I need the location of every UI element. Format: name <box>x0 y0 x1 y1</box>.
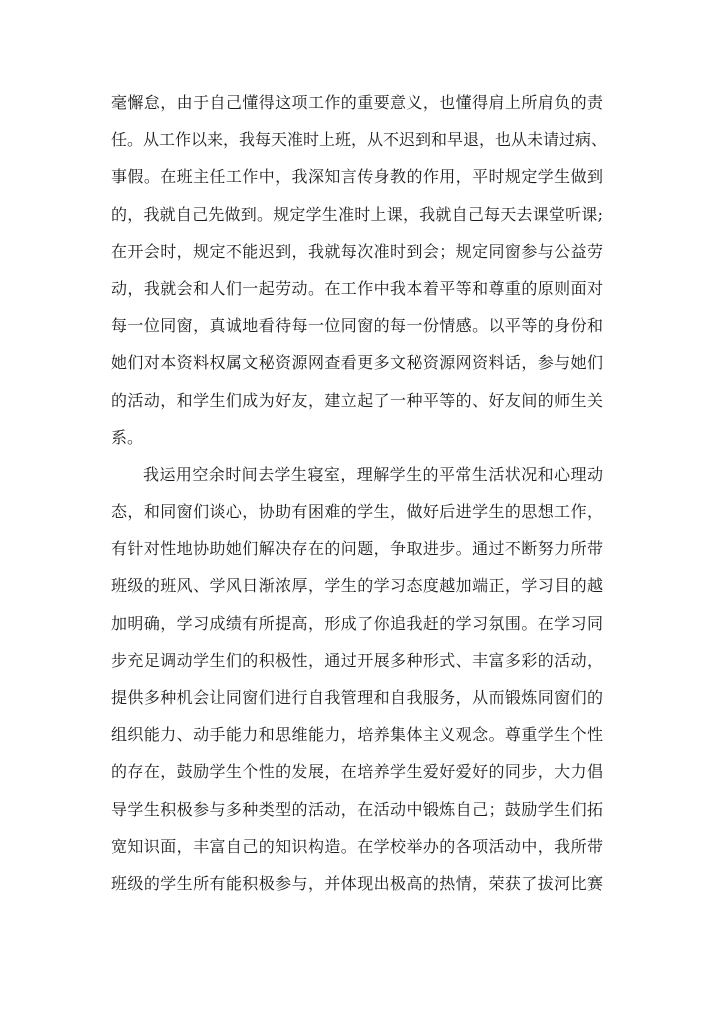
paragraph-2 <box>111 456 603 902</box>
text-line: 事假。在班主任工作中，我深知言传身教的作用，平时规定学生做到 <box>111 167 603 187</box>
text-line: 动，我就会和人们一起劳动。在工作中我本着平等和尊重的原则面对 <box>111 278 603 298</box>
text-line: 加明确，学习成绩有所提高，形成了你追我赶的学习氛围。在学习同 <box>111 613 603 633</box>
text-line: 态，和同窗们谈心，协助有困难的学生，做好后进学生的思想工作， <box>111 502 603 522</box>
text-line: 任。从工作以来，我每天准时上班，从不迟到和早退，也从未请过病、 <box>111 130 608 150</box>
text-line: 系。 <box>111 427 144 447</box>
text-line: 在开会时，规定不能迟到，我就每次准时到会；规定同窗参与公益劳 <box>111 241 603 261</box>
text-line: 的存在，鼓励学生个性的发展，在培养学生爱好爱好的同步，大力倡 <box>111 762 603 782</box>
text-line: 的，我就自己先做到。规定学生准时上课，我就自己每天去课堂听课; <box>111 204 603 224</box>
text-line: 组织能力、动手能力和思维能力，培养集体主义观念。尊重学生个性 <box>111 725 603 745</box>
text-line: 的活动，和学生们成为好友，建立起了一种平等的、好友间的师生关 <box>111 390 603 410</box>
text-line: 步充足调动学生们的积极性，通过开展多种形式、丰富多彩的活动， <box>111 650 603 670</box>
text-line: 班级的班风、学风日渐浓厚，学生的学习态度越加端正，学习目的越 <box>111 576 603 596</box>
document-body <box>111 84 608 902</box>
text-line: 毫懈怠，由于自己懂得这项工作的重要意义，也懂得肩上所肩负的责 <box>111 93 603 112</box>
text-line: 她们对本资料权属文秘资源网查看更多文秘资源网资料话，参与她们 <box>111 353 603 373</box>
paragraph-1 <box>111 84 608 456</box>
text-line: 导学生积极参与多种类型的活动，在活动中锻炼自己；鼓励学生们拓 <box>111 799 603 819</box>
text-line: 每一位同窗，真诚地看待每一位同窗的每一份情感。以平等的身份和 <box>111 316 603 336</box>
text-line: 我运用空余时间去学生寝室，理解学生的平常生活状况和心理动 <box>143 464 603 484</box>
text-line: 提供多种机会让同窗们进行自我管理和自我服务，从而锻炼同窗们的 <box>111 688 603 707</box>
text-line: 宽知识面，丰富自己的知识构造。在学校举办的各项活动中，我所带 <box>111 836 603 856</box>
text-line: 有针对性地协助她们解决存在的问题，争取进步。通过不断努力所带 <box>111 539 603 559</box>
text-line: 班级的学生所有能积极参与，并体现出极高的热情，荣获了拔河比赛 <box>111 873 603 893</box>
